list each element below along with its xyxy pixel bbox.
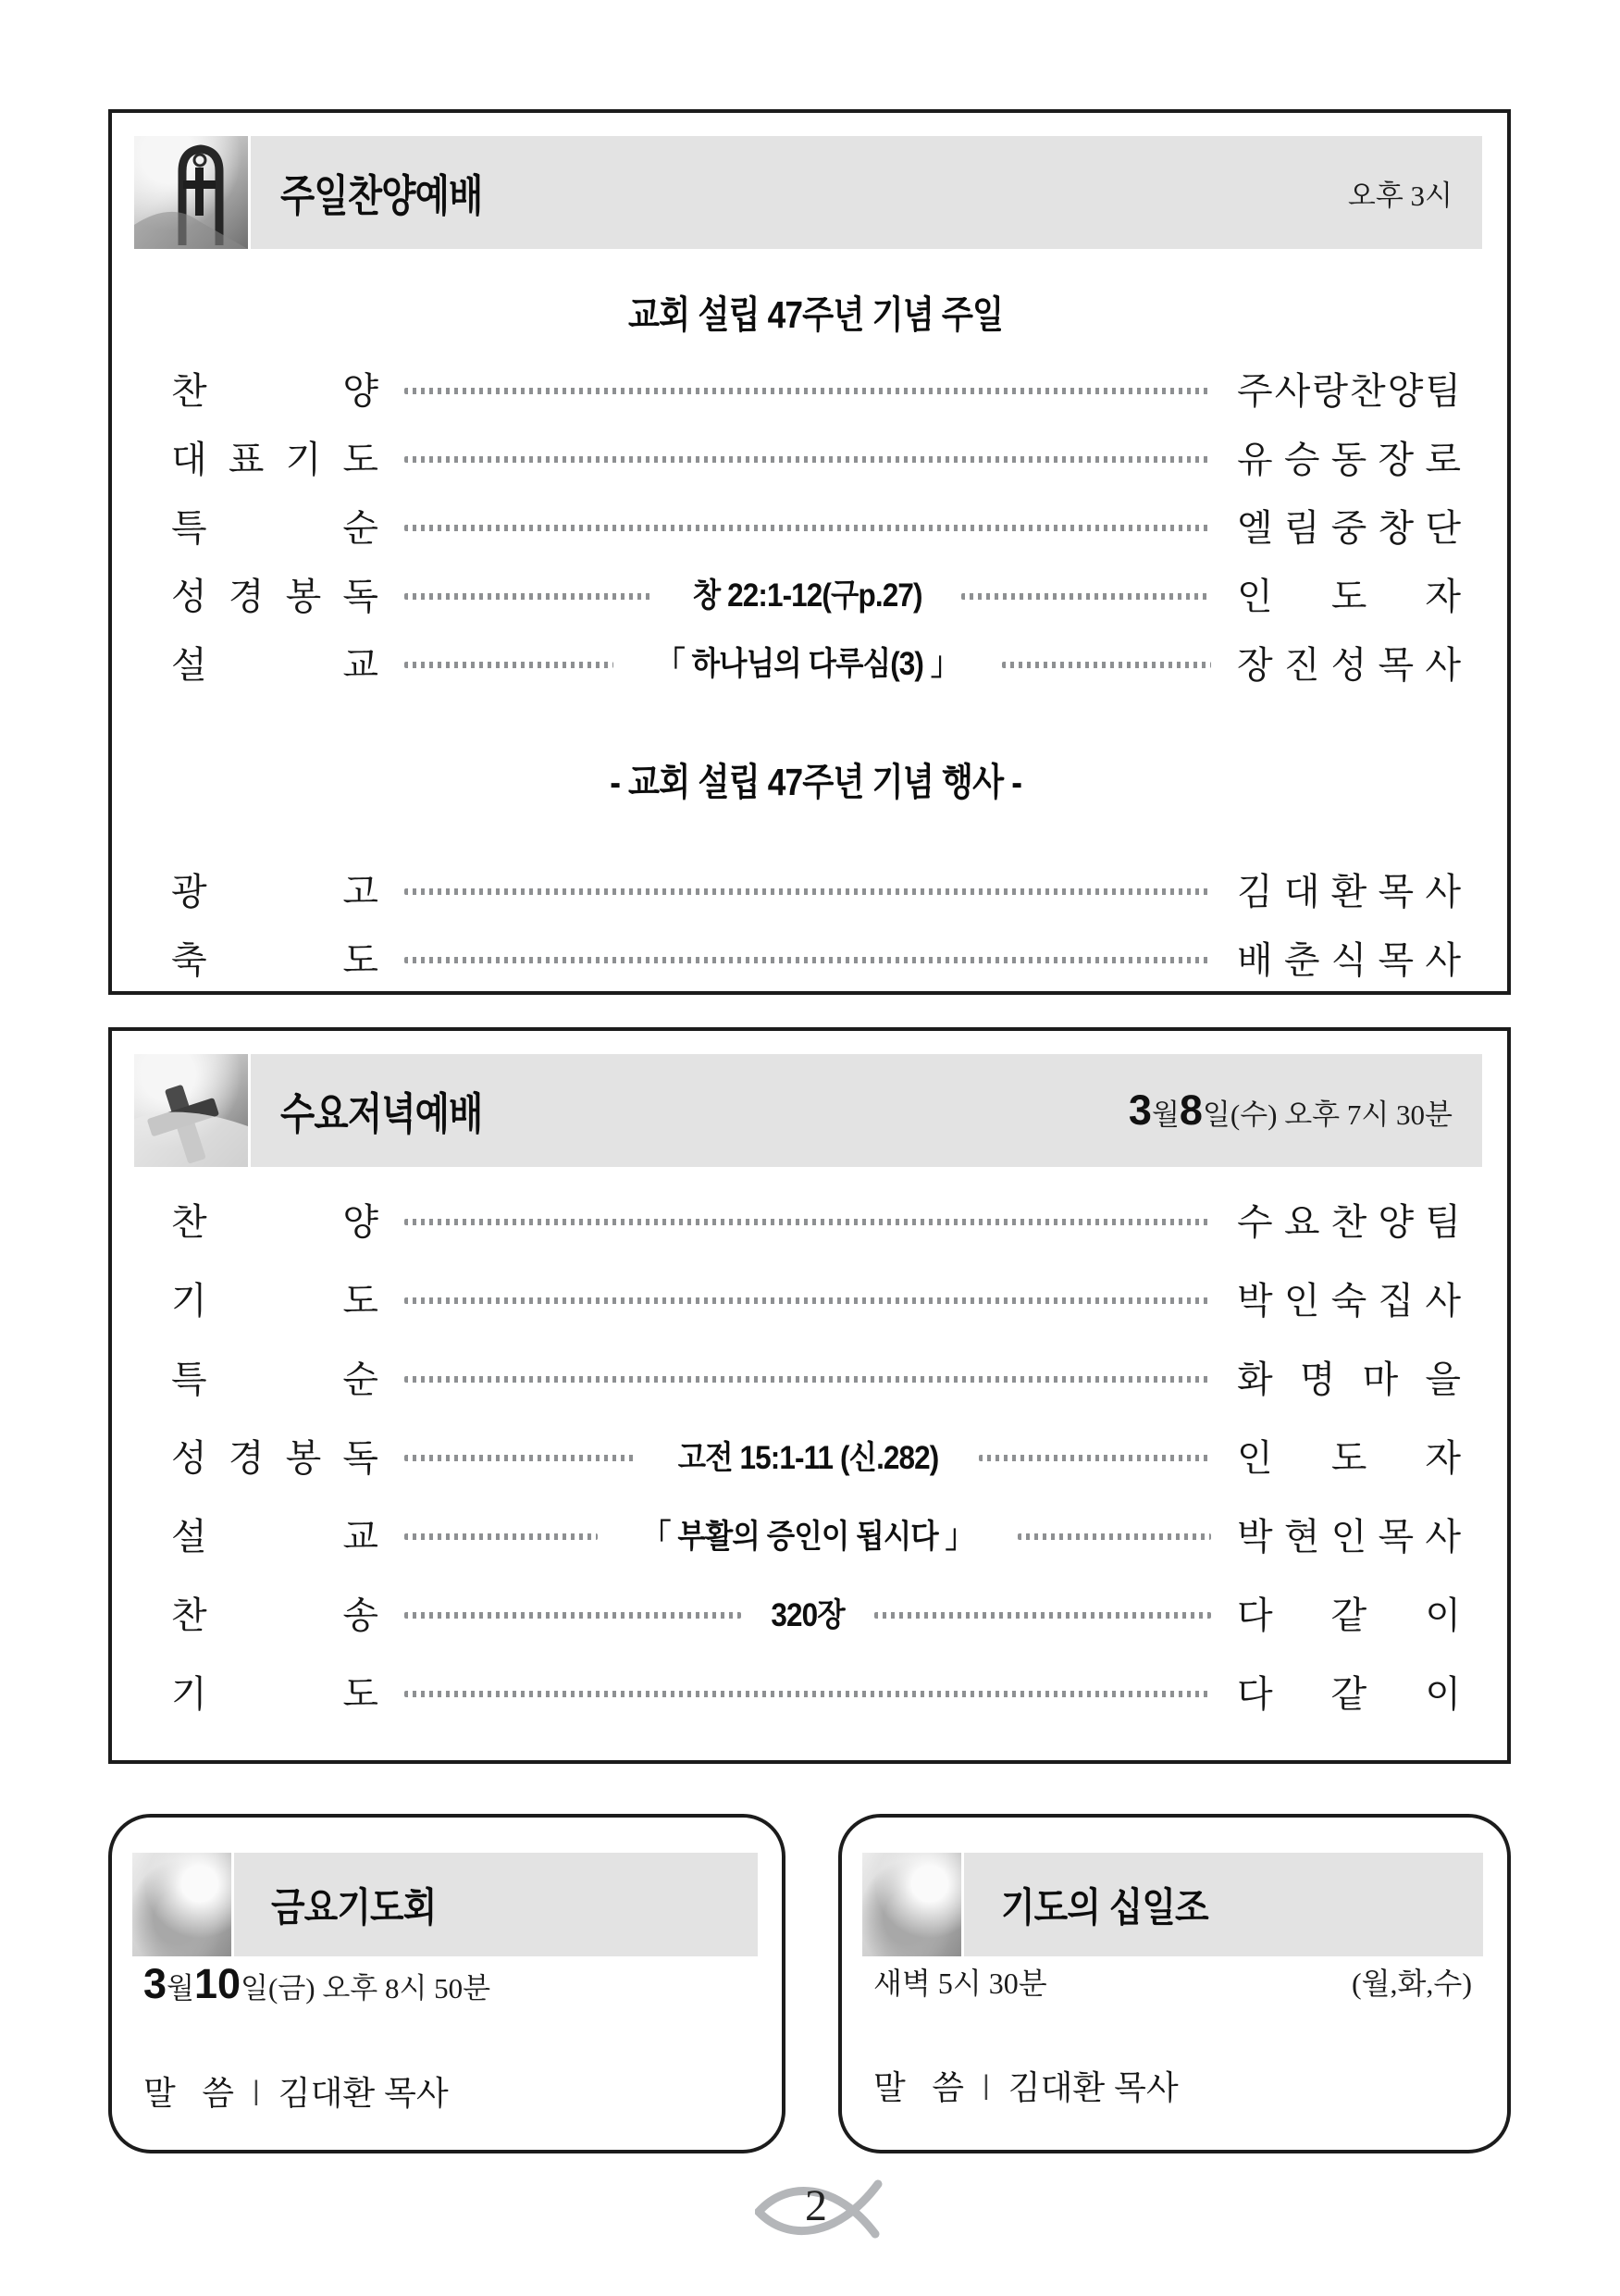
- tithe-dawn-time: 새벽 5시 30분: [873, 1967, 1047, 2000]
- order-row: [171, 1180, 1461, 1259]
- sunday-order-content: [171, 249, 1461, 991]
- wednesday-order-rows: [171, 1180, 1461, 1731]
- order-name: 다 같 이: [1237, 1674, 1461, 1715]
- order-row: [171, 854, 1461, 923]
- order-label: 기 도: [171, 1281, 378, 1322]
- order-row: [171, 422, 1461, 490]
- order-row: [171, 1259, 1461, 1337]
- wednesday-section-title: 수요저녁예배: [280, 1088, 483, 1138]
- tithe-header-band: [862, 1853, 1483, 1956]
- speaker-separator: |: [253, 2075, 260, 2106]
- dotted-leader: [404, 1533, 598, 1540]
- order-row: [171, 923, 1461, 991]
- tithe-speaker-line: [873, 2062, 1472, 2109]
- wednesday-header-band: [134, 1054, 1482, 1167]
- order-name: 화 명 마 을: [1237, 1359, 1461, 1400]
- order-label: 특 순: [171, 1359, 378, 1400]
- cross-arch-icon: [134, 136, 248, 249]
- friday-speaker-name: 김대환 목사: [278, 2074, 449, 2112]
- friday-content: [143, 1960, 747, 2115]
- dotted-leader: [404, 1612, 741, 1619]
- order-row: [171, 1652, 1461, 1731]
- sunday-title-bar: [251, 136, 1482, 249]
- order-row: [171, 1573, 1461, 1652]
- dotted-leader: [404, 1455, 637, 1461]
- page-number: 2: [805, 2181, 827, 2230]
- date-text: 월: [167, 1972, 194, 2004]
- sunday-worship-section: [108, 109, 1511, 995]
- date-text: 월: [1151, 1098, 1180, 1131]
- friday-speaker-line: [143, 2067, 747, 2115]
- order-label: 찬 양: [171, 1202, 378, 1243]
- wooden-cross-icon: [134, 1054, 248, 1167]
- order-name: 박 현 인 목 사: [1237, 1517, 1461, 1558]
- wednesday-service-datetime: [1129, 1086, 1453, 1135]
- dotted-leader: [1002, 662, 1211, 668]
- order-row: [171, 490, 1461, 559]
- order-row: [171, 354, 1461, 422]
- anniversary-event-note: - 교회 설립 47주년 기념 행사 -: [610, 761, 1022, 803]
- order-center-text: 「 하나님의 다루심(3) 」: [656, 646, 959, 682]
- anniversary-subtitle: 교회 설립 47주년 기념 주일: [628, 293, 1004, 336]
- wednesday-title-bar: [251, 1054, 1482, 1167]
- dotted-leader: [404, 1691, 1211, 1697]
- tithe-time-line: [873, 1960, 1472, 2003]
- order-label: 설 교: [171, 1517, 378, 1558]
- hands-on-bible-photo: [132, 1853, 231, 1956]
- friday-datetime: [143, 1960, 747, 2008]
- speaker-label: 말 씀: [873, 2068, 964, 2106]
- friday-prayer-section: [108, 1814, 785, 2153]
- dotted-leader: [404, 1376, 1211, 1383]
- date-text: 일(금) 오후 8시 50분: [241, 1972, 491, 2004]
- tithe-title-bar: [964, 1853, 1483, 1956]
- prayer-tithe-section: [838, 1814, 1511, 2153]
- wednesday-worship-section: [108, 1027, 1511, 1764]
- tithe-section-title: 기도의 십일조: [1001, 1885, 1208, 1930]
- order-center-text: 320장: [771, 1596, 845, 1633]
- order-label: 축 도: [171, 939, 378, 981]
- friday-section-title: 금요기도회: [271, 1885, 437, 1930]
- date-text: 일(수) 오후 7시 30분: [1202, 1098, 1453, 1131]
- date-numeral: 3: [1128, 1086, 1152, 1134]
- date-numeral: 3: [143, 1960, 167, 2007]
- friday-title-bar: [234, 1853, 758, 1956]
- order-label: 광 고: [171, 871, 378, 912]
- order-name: 유 승 동 장 로: [1237, 439, 1461, 480]
- dotted-leader: [874, 1612, 1211, 1619]
- order-center-text: 「 부활의 증인이 됩시다 」: [641, 1518, 974, 1555]
- sunday-closing-rows: [171, 854, 1461, 991]
- dotted-leader: [404, 1297, 1211, 1304]
- dotted-leader: [1018, 1533, 1211, 1540]
- dotted-leader: [404, 456, 1211, 463]
- order-label: 특 순: [171, 507, 378, 549]
- dotted-leader: [404, 662, 613, 668]
- order-label: 찬 송: [171, 1595, 378, 1636]
- sunday-order-rows: [171, 354, 1461, 696]
- order-row: [171, 1495, 1461, 1573]
- dotted-leader: [979, 1455, 1212, 1461]
- dotted-leader: [404, 593, 654, 600]
- order-row: [171, 559, 1461, 627]
- praying-hands-photo: [862, 1853, 961, 1956]
- order-center-text: 창 22:1-12(구p.27): [693, 577, 922, 614]
- tithe-days: (월,화,수): [1351, 1967, 1472, 2000]
- order-name: 주 사 랑 찬 양 팀: [1237, 370, 1461, 412]
- order-name: 박 인 숙 집 사: [1237, 1281, 1461, 1322]
- sunday-service-time: 오후 3시: [1347, 179, 1453, 212]
- sunday-header-band: [134, 136, 1482, 249]
- order-center-text: 고전 15:1-11 (신.282): [677, 1439, 938, 1476]
- order-row: [171, 1337, 1461, 1416]
- bible-cross-photo: [134, 136, 248, 249]
- order-label: 성 경 봉 독: [171, 576, 378, 617]
- order-label: 찬 양: [171, 370, 378, 412]
- friday-header-band: [132, 1853, 758, 1956]
- dotted-leader: [404, 525, 1211, 531]
- order-name: 다 같 이: [1237, 1595, 1461, 1636]
- order-row: [171, 627, 1461, 696]
- order-label: 대 표 기 도: [171, 439, 378, 480]
- cross-on-book-photo: [134, 1054, 248, 1167]
- order-row: [171, 1416, 1461, 1495]
- dotted-leader: [404, 957, 1211, 963]
- order-name: 배 춘 식 목 사: [1237, 939, 1461, 981]
- speaker-label: 말 씀: [143, 2074, 234, 2112]
- wednesday-order-content: [171, 1167, 1461, 1731]
- order-label: 성 경 봉 독: [171, 1438, 378, 1479]
- speaker-separator: |: [983, 2069, 990, 2101]
- order-name: 인 도 자: [1237, 576, 1461, 617]
- order-name: 장 진 성 목 사: [1237, 644, 1461, 686]
- order-name: 수 요 찬 양 팀: [1237, 1202, 1461, 1243]
- order-name: 엘 림 중 창 단: [1237, 507, 1461, 549]
- dotted-leader: [404, 388, 1211, 394]
- date-numeral: 10: [193, 1960, 241, 2007]
- order-label: 설 교: [171, 644, 378, 686]
- tithe-speaker-name: 김대환 목사: [1008, 2068, 1179, 2106]
- order-name: 인 도 자: [1237, 1438, 1461, 1479]
- dotted-leader: [404, 1219, 1211, 1225]
- page-number-fish-mark: [755, 2177, 884, 2245]
- dotted-leader: [961, 593, 1211, 600]
- dotted-leader: [404, 888, 1211, 895]
- tithe-content: [873, 1960, 1472, 2109]
- order-name: 김 대 환 목 사: [1237, 871, 1461, 912]
- order-label: 기 도: [171, 1674, 378, 1715]
- sunday-section-title: 주일찬양예배: [280, 170, 483, 220]
- date-numeral: 8: [1179, 1086, 1203, 1134]
